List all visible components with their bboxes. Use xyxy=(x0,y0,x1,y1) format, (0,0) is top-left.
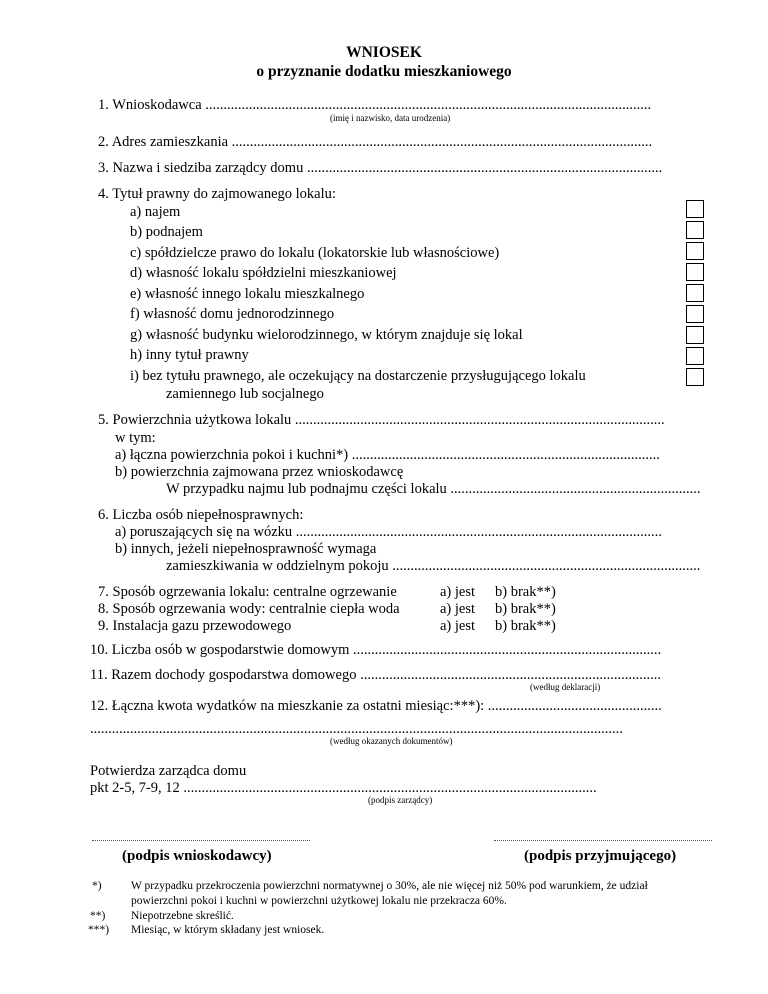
signature-line-receiver[interactable] xyxy=(494,840,712,841)
legal-option-a: a) najem xyxy=(130,204,181,220)
field-water: 8. Sposób ogrzewania wody: centralnie ciepła woda xyxy=(98,601,400,617)
legal-option-g: g) własność budynku wielorodzinnego, w którym znajduje się lokal xyxy=(130,327,523,343)
gas-no[interactable]: b) brak**) xyxy=(495,618,556,634)
checkbox-option-c[interactable] xyxy=(686,242,704,260)
field-applicant-hint: (imię i nazwisko, data urodzenia) xyxy=(330,113,451,123)
confirm-label: Potwierdza zarządca domu xyxy=(90,763,247,779)
field-heating: 7. Sposób ogrzewania lokalu: centralne ogrzewanie xyxy=(98,584,397,600)
field-gas: 9. Instalacja gazu przewodowego xyxy=(98,618,292,634)
field-disabled-b-cont[interactable]: zamieszkiwania w oddzielnym pokoju ..................................................................................... xyxy=(166,558,701,574)
field-income-hint: (według deklaracji) xyxy=(530,682,601,692)
footnote-text-1-cont: powierzchni pokoi i kuchni w powierzchni użytkowej lokalu nie przekracza 60%. xyxy=(131,895,507,907)
field-disabled: 6. Liczba osób niepełnosprawnych: xyxy=(98,507,304,523)
field-area-b: b) powierzchnia zajmowana przez wnioskodawcę xyxy=(115,464,404,480)
gas-yes[interactable]: a) jest xyxy=(440,618,476,634)
heating-yes[interactable]: a) jest xyxy=(440,584,476,600)
field-expenses-line[interactable]: ................................................................................................................................................... xyxy=(90,721,623,737)
signature-line-applicant[interactable] xyxy=(92,840,310,841)
heating-no[interactable]: b) brak**) xyxy=(495,584,556,600)
checkbox-option-h[interactable] xyxy=(686,347,704,365)
form-title: WNIOSEK xyxy=(346,44,422,61)
footnote-text-1: W przypadku przekroczenia powierzchni normatywnej o 30%, ale nie więcej niż 50% pod warunkiem, że udział xyxy=(131,880,648,892)
water-no[interactable]: b) brak**) xyxy=(495,601,556,617)
water-yes[interactable]: a) jest xyxy=(440,601,476,617)
field-expenses[interactable]: 12. Łączna kwota wydatków na mieszkanie za ostatni miesiąc:***): ................................................ xyxy=(90,698,662,714)
field-manager[interactable]: 3. Nazwa i siedziba zarządcy domu .................................................................................................. xyxy=(98,160,663,176)
field-applicant[interactable]: 1. Wnioskodawca ........................................................................................................................... xyxy=(98,97,652,113)
legal-option-b: b) podnajem xyxy=(130,224,203,240)
checkbox-option-b[interactable] xyxy=(686,221,704,239)
field-address[interactable]: 2. Adres zamieszkania .................................................................................................................... xyxy=(98,134,653,150)
field-expenses-hint: (według okazanych dokumentów) xyxy=(330,736,453,746)
checkbox-option-i[interactable] xyxy=(686,368,704,386)
signature-receiver-label: (podpis przyjmującego) xyxy=(524,848,677,864)
legal-option-e: e) własność innego lokalu mieszkalnego xyxy=(130,286,365,302)
checkbox-option-f[interactable] xyxy=(686,305,704,323)
checkbox-option-d[interactable] xyxy=(686,263,704,281)
checkbox-option-a[interactable] xyxy=(686,200,704,218)
field-income[interactable]: 11. Razem dochody gospodarstwa domowego ................................................................................... xyxy=(90,667,661,683)
field-household[interactable]: 10. Liczba osób w gospodarstwie domowym ..................................................................................... xyxy=(90,642,662,658)
legal-option-h: h) inny tytuł prawny xyxy=(130,347,249,363)
field-area-b-cont[interactable]: W przypadku najmu lub podnajmu części lokalu ..................................................................... xyxy=(166,481,701,497)
legal-option-i-cont: zamiennego lub socjalnego xyxy=(166,386,324,402)
footnote-text-2: Niepotrzebne skreślić. xyxy=(131,910,234,922)
legal-option-i: i) bez tytułu prawnego, ale oczekujący na dostarczenie przysługującego lokalu xyxy=(130,368,586,384)
legal-option-d: d) własność lokalu spółdzielni mieszkaniowej xyxy=(130,265,397,281)
confirm-hint: (podpis zarządcy) xyxy=(368,795,433,805)
field-area[interactable]: 5. Powierzchnia użytkowa lokalu ...................................................................................................... xyxy=(98,412,665,428)
field-area-a[interactable]: a) łączna powierzchnia pokoi i kuchni*) ..................................................................................... xyxy=(115,447,660,463)
confirm-field[interactable]: pkt 2-5, 7-9, 12 .................................................................................................................. xyxy=(90,780,597,796)
form-subtitle: o przyznanie dodatku mieszkaniowego xyxy=(256,63,512,80)
checkbox-option-g[interactable] xyxy=(686,326,704,344)
field-area-sub: w tym: xyxy=(115,430,156,446)
footnote-mark-1: *) xyxy=(92,880,102,892)
legal-option-c: c) spółdzielcze prawo do lokalu (lokatorskie lub własnościowe) xyxy=(130,245,500,261)
field-legal-title: 4. Tytuł prawny do zajmowanego lokalu: xyxy=(98,186,336,202)
footnote-mark-2: **) xyxy=(90,910,106,922)
legal-option-f: f) własność domu jednorodzinnego xyxy=(130,306,335,322)
checkbox-option-e[interactable] xyxy=(686,284,704,302)
field-disabled-b: b) innych, jeżeli niepełnosprawność wymaga xyxy=(115,541,377,557)
field-disabled-a[interactable]: a) poruszających się na wózku ..................................................................................................... xyxy=(115,524,662,540)
signature-applicant-label: (podpis wnioskodawcy) xyxy=(122,848,272,864)
footnote-mark-3: ***) xyxy=(88,924,110,936)
footnote-text-3: Miesiąc, w którym składany jest wniosek. xyxy=(131,924,325,936)
